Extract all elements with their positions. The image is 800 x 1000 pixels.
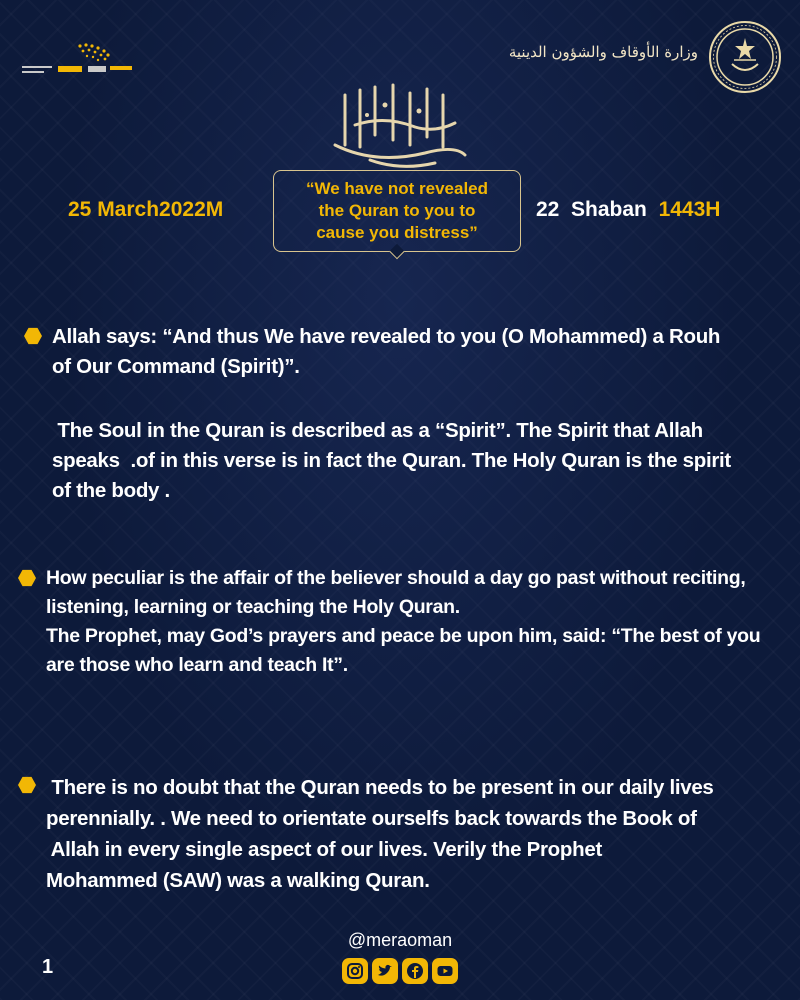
paragraph-line: listening, learning or teaching the Holy Quran. [46,596,460,618]
paragraph-line: perennially. . We need to orientate ourselfs back towards the Book of [46,807,697,830]
social-icons [336,958,464,988]
bullet-icon [24,327,42,345]
quote-line: cause you distress” [316,223,478,242]
bullet-icon [18,776,36,794]
hijri-day-month: 22 Shaban [536,198,647,221]
paragraph-line: speaks .of in this verse is in fact the Quran. The Holy Quran is the spirit [52,449,731,472]
paragraph-line: Mohammed (SAW) was a walking Quran. [46,869,430,892]
ministry-seal-icon [708,20,782,94]
paragraph-3 [46,564,760,680]
paragraph-line: The Soul in the Quran is described as a “Spirit”. The Spirit that Allah [52,419,703,442]
paragraph-line: Allah in every single aspect of our lives. Verily the Prophet [46,838,602,861]
paragraph-line: are those who learn and teach It”. [46,654,348,676]
paragraph-line: Allah says: “And thus We have revealed to you (O Mohammed) a Rouh [52,325,721,348]
quote-line: the Quran to you to [318,201,476,220]
facebook-icon[interactable] [402,958,428,984]
paragraph-line: of Our Command (Spirit)”. [52,355,300,378]
page-number: 1 [42,956,54,978]
quote-line: “We have not revealed [305,179,489,198]
paragraph-line: There is no doubt that the Quran needs to be present in our daily lives [46,776,714,799]
hijri-year: 1443H [658,198,721,221]
paragraph-line: The Prophet, may God’s prayers and peace be upon him, said: “The best of you [46,625,761,647]
hijri-date [536,198,720,222]
gregorian-year: 2022M [159,198,224,221]
vision-logo [18,40,138,85]
paragraph-line: How peculiar is the affair of the believer should a day go past without reciting, [46,567,746,589]
bullet-icon [18,569,36,587]
quote-box [273,170,521,252]
gregorian-date [68,198,223,222]
twitter-icon[interactable] [372,958,398,984]
paragraph-2 [52,416,731,506]
gregorian-day-month: 25 March [68,198,160,221]
social-handle[interactable]: @meraoman [347,930,453,950]
paragraph-1 [52,322,720,382]
ministry-name: وزارة الأوقاف والشؤون الدينية [508,43,698,61]
instagram-icon[interactable] [342,958,368,984]
paragraph-4 [46,772,714,896]
youtube-icon[interactable] [432,958,458,984]
paragraph-line: of the body . [52,479,170,502]
friday-sermon-calligraphy [315,75,485,175]
